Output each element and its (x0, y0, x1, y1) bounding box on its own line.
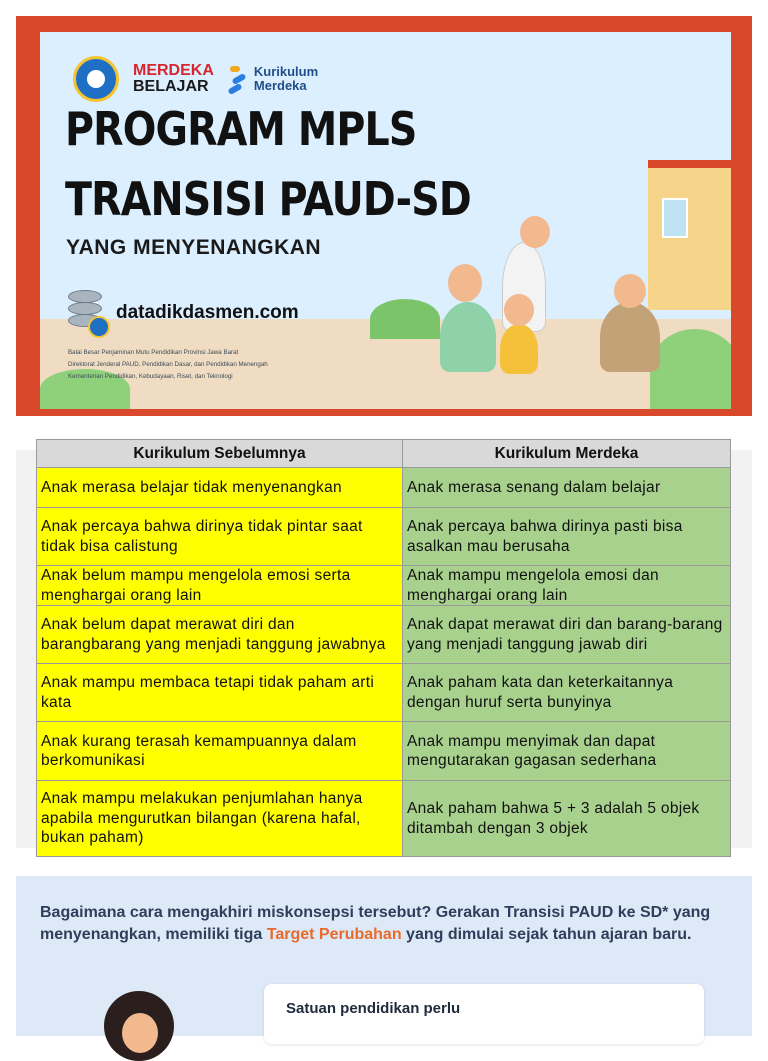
child-illustration (500, 324, 538, 374)
cell-after: Anak paham bahwa 5 + 3 adalah 5 objek ditambah dengan 3 objek (403, 781, 731, 857)
header-kurikulum-sebelumnya: Kurikulum Sebelumnya (37, 440, 403, 468)
table-row (37, 606, 731, 664)
cell-after: Anak merasa senang dalam belajar (403, 468, 731, 508)
target-card (264, 984, 704, 1044)
info-text-end: yang dimulai sejak tahun ajaran baru. (401, 926, 692, 943)
logo-merdeka-text: MERDEKA (133, 62, 214, 79)
credit-line: Direktorat Jenderal PAUD, Pendidikan Dasar, dan Pendidikan Menengah (68, 361, 268, 368)
logo-kurikulum-text: Kurikulum (253, 64, 319, 79)
cell-after: Anak mampu menyimak dan dapat mengutarakan gagasan sederhana (403, 722, 731, 781)
teacher-illustration (600, 302, 660, 372)
database-icon (66, 288, 110, 338)
cell-before: Anak belum mampu mengelola emosi serta menghargai orang lain (37, 566, 403, 606)
table-row (37, 664, 731, 722)
site-name: datadikdasmen.com (116, 302, 299, 323)
bush-illustration (370, 299, 440, 339)
credit-line: Kementerian Pendidikan, Kebudayaan, Riset, dan Teknologi (68, 373, 233, 380)
site-watermark (66, 288, 299, 338)
cell-after: Anak mampu mengelola emosi dan menghargai orang lain (403, 566, 731, 606)
father-head-illustration (520, 216, 550, 248)
cell-before: Anak kurang terasah kemampuannya dalam berkomunikasi (37, 722, 403, 781)
info-highlight: Target Perubahan (266, 926, 402, 943)
info-text-start: Bagaimana cara mengakhiri miskonsepsi tersebut? Gerakan Transisi PAUD ke SD* yang menyenangkan, memiliki tiga (40, 904, 711, 943)
cell-before: Anak merasa belajar tidak menyenangkan (37, 468, 403, 508)
avatar (104, 991, 174, 1061)
logo-merdeka-sub-text: Merdeka (253, 78, 307, 93)
cell-after: Anak percaya bahwa dirinya pasti bisa asalkan mau berusaha (403, 508, 731, 566)
school-building-illustration (648, 160, 731, 310)
comparison-table-container (16, 444, 752, 848)
logo-belajar-text: BELAJAR (133, 78, 209, 95)
cell-before: Anak mampu membaca tetapi tidak paham arti kata (37, 664, 403, 722)
banner-image (40, 32, 731, 409)
teacher-head-illustration (614, 274, 646, 308)
banner-frame (16, 16, 752, 416)
cell-after: Anak paham kata dan keterkaitannya dengan huruf serta bunyinya (403, 664, 731, 722)
banner-credits (68, 347, 308, 383)
merdeka-belajar-logo (133, 63, 214, 95)
kurikulum-merdeka-icon (228, 64, 250, 94)
table-row (37, 566, 731, 606)
cell-before: Anak percaya bahwa dirinya tidak pintar saat tidak bisa calistung (37, 508, 403, 566)
cell-after: Anak dapat merawat diri dan barang-barang yang menjadi tanggung jawab diri (403, 606, 731, 664)
table-header-row (37, 440, 731, 468)
banner-title-line2: TRANSISI PAUD-SD (65, 172, 471, 226)
table-row (37, 468, 731, 508)
credit-line: Balai Besar Penjaminan Mutu Pendidikan Provinsi Jawa Barat (68, 349, 239, 356)
bush-illustration (650, 329, 731, 409)
target-card-text: Satuan pendidikan perlu (286, 1000, 461, 1017)
banner-subtitle: YANG MENYENANGKAN (66, 236, 322, 259)
mother-head-illustration (448, 264, 482, 302)
comparison-table (36, 439, 731, 857)
table-row (37, 508, 731, 566)
table-row (37, 781, 731, 857)
table-row (37, 722, 731, 781)
mother-illustration (440, 302, 496, 372)
header-kurikulum-merdeka: Kurikulum Merdeka (403, 440, 731, 468)
banner-title-line1: PROGRAM MPLS (65, 102, 417, 156)
child-head-illustration (504, 294, 534, 326)
cell-before: Anak mampu melakukan penjumlahan hanya apabila mengurutkan bilangan (karena hafal, bukan paham) (37, 781, 403, 857)
cell-before: Anak belum dapat merawat diri dan barangbarang yang menjadi tanggung jawabnya (37, 606, 403, 664)
kurikulum-merdeka-logo (228, 64, 318, 94)
info-paragraph (40, 902, 730, 946)
info-section (16, 876, 752, 1036)
banner-title (65, 94, 471, 234)
